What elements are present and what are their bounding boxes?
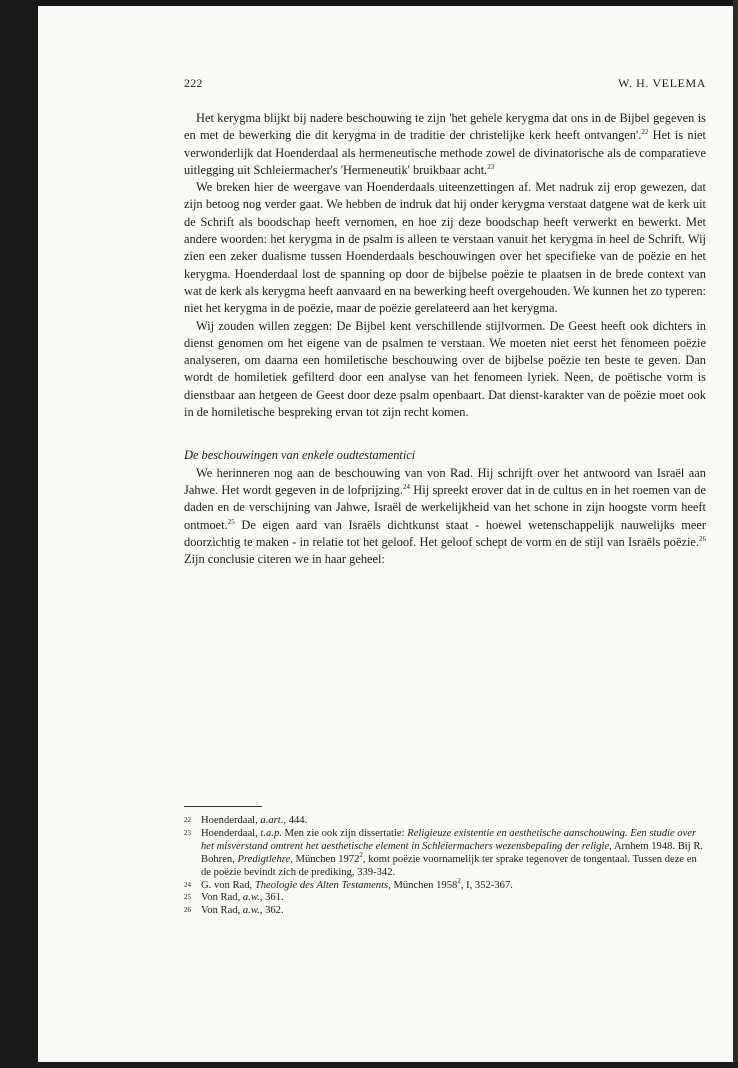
italic-text: a.art. bbox=[260, 815, 284, 826]
scan-border-right bbox=[733, 0, 738, 1068]
footnote bbox=[184, 905, 706, 918]
scan-border-bottom bbox=[38, 1062, 738, 1068]
footnote bbox=[184, 828, 706, 880]
page-number: 222 bbox=[184, 76, 203, 90]
text-run: Hoenderdaal, bbox=[201, 815, 261, 826]
footnote-text bbox=[201, 828, 703, 878]
italic-text: Theologie des Alten Testaments, bbox=[254, 879, 391, 891]
text-run: , komt poëzie voornamelijk ter sprake tegenover de tongentaal. Tussen deze en de poëzie bevindt zich de prediking, 339-342. bbox=[201, 853, 697, 878]
footnote-number: 23 bbox=[184, 828, 191, 837]
paragraph bbox=[184, 465, 706, 569]
text-run: Von Rad, bbox=[201, 905, 243, 917]
footnote-text bbox=[201, 815, 307, 826]
footnote-number: 26 bbox=[184, 906, 191, 915]
italic-text: a.w. bbox=[242, 892, 260, 904]
text-run: München 1958 bbox=[390, 879, 458, 891]
text-run: We herinneren nog aan de beschouwing van von Rad. Hij schrijft over het antwoord van Israël aan Jahwe. Het wordt gegeven in de lofprijzing. bbox=[184, 465, 706, 497]
text-run: Hoenderdaal, bbox=[201, 827, 261, 839]
italic-text: Predigtlehre, bbox=[237, 853, 293, 865]
footnote-text bbox=[201, 892, 284, 903]
paragraph bbox=[184, 110, 706, 179]
footnote bbox=[184, 815, 706, 828]
running-head-author: W. H. VELEMA bbox=[618, 76, 706, 90]
footnote-ref: 26 bbox=[699, 534, 706, 543]
footnote-ref: 2 bbox=[457, 876, 461, 885]
text-run: G. von Rad, bbox=[201, 879, 255, 891]
footnote-divider bbox=[184, 806, 262, 807]
text-run: Men zie ook zijn dissertatie: bbox=[281, 827, 408, 839]
footnote-ref: 23 bbox=[487, 162, 495, 171]
text-run: Het kerygma blijkt bij nadere beschouwing te zijn 'het gehele kerygma dat ons in de Bijbel gegeven is en met de bewerking die dit kerygma in de traditie der christelijke kerk heeft ontvangen'. bbox=[184, 111, 706, 143]
footnote bbox=[184, 876, 706, 893]
footnote-ref: 24 bbox=[402, 482, 410, 491]
text-run: Wij zouden willen zeggen: De Bijbel kent verschillende stijlvormen. De Geest heeft ook dichters in dienst genomen om het eigene van de psalmen te verstaan. We moeten niet eerst het fenomeen poëzie analyseren, om daarna een homiletische beschouwing over de bijbelse poëzie ten beste te geven. Dan wordt de homiletiek gefilterd door een analyse van het fenomeen lyriek. Neen, de poëtische vorm is dienstbaar aan hetgeen de Geest door deze psalm openbaart. Dat dienst-karakter van de poëzie moet ook in de homiletische bespreking ervan tot zijn recht komen. bbox=[184, 318, 706, 420]
footnote bbox=[184, 892, 706, 905]
footnote-ref: 2 bbox=[359, 850, 363, 859]
text-run: München 1972 bbox=[292, 853, 360, 865]
text-run: Het is niet verwonderlijk dat Hoenderdaal als hermeneutische methode zowel de divinatorische als de comparatieve uitlegging uit Schleiermacher's 'Hermeneutik' bruikbaar acht. bbox=[184, 128, 707, 177]
text-run: , 444. bbox=[283, 815, 308, 826]
text-run: , I, 352-367. bbox=[460, 879, 513, 891]
footnote-ref: 25 bbox=[227, 517, 235, 526]
paragraph bbox=[184, 179, 706, 317]
text-run: Arnhem 1948. Bij R. Bohren, bbox=[201, 840, 704, 865]
body-text bbox=[184, 110, 706, 568]
italic-text: Religieuze existentie en aesthetische aanschouwing. Een studie over het misverstand omtrent het aesthetische element in Schleiermachers wezensbepaling der religie, bbox=[201, 827, 697, 852]
italic-text: t.a.p. bbox=[260, 827, 282, 839]
footnote-ref: 22 bbox=[641, 128, 649, 137]
footnote-number: 24 bbox=[184, 880, 191, 889]
text-run: Von Rad, bbox=[201, 892, 243, 904]
footnote-number: 25 bbox=[184, 893, 191, 902]
text-run: Zijn conclusie citeren we in haar geheel: bbox=[184, 552, 385, 567]
paragraph bbox=[184, 318, 706, 422]
text-run: , 362. bbox=[259, 905, 284, 917]
text-run: , 361. bbox=[259, 892, 284, 904]
scan-border-left bbox=[0, 0, 38, 1068]
section-heading: De beschouwingen van enkele oudtestamentici bbox=[184, 448, 416, 463]
text-run: De eigen aard van Israëls dichtkunst staat - hoewel wetenschappelijk nauwelijks meer doorzichtig te maken - in relatie tot het geloof. Het geloof schept de vorm en de stijl van Israëls poëzie. bbox=[184, 517, 706, 549]
italic-text: a.w. bbox=[242, 905, 260, 917]
text-run: We breken hier de weergave van Hoenderdaals uiteenzettingen af. Met nadruk zij erop gewezen, dat zijn betoog nog verder gaat. We hebben de indruk dat hij onder kerygma verstaat datgene wat de kerk uit de Schrift als boodschap heeft vernomen, en hoe zij deze boodschap heeft verwerkt en bewerkt. Met andere woorden: het kerygma in de psalm is alleen te verstaan vanuit het kerygma in heel de Schrift. Wij zien een zeker dualisme tussen Hoenderdaals beschouwingen over het specifieke van de poëzie en het kerygma. Hoenderdaal lost de spanning op door de bijbelse poëzie te plaatsen in de brede context van wat de kerk als kerygma heeft aanvaard en na bewerking heeft overgehouden. We kunnen het zo typeren: niet het kerygma in de poëzie, maar de poëzie gerelateerd aan het kerygma. bbox=[184, 180, 706, 316]
footnotes bbox=[184, 815, 706, 918]
page bbox=[38, 6, 733, 1062]
footnote-number: 22 bbox=[184, 816, 191, 824]
footnote-text bbox=[201, 905, 284, 916]
footnote-text bbox=[201, 876, 513, 891]
text-run: Hij spreekt erover dat in de cultus en in het roemen van de daden en de verschijning van Jahwe, Israël de werkelijkheid van het schone in zijn hoogste vorm heeft ontmoet. bbox=[184, 482, 706, 532]
